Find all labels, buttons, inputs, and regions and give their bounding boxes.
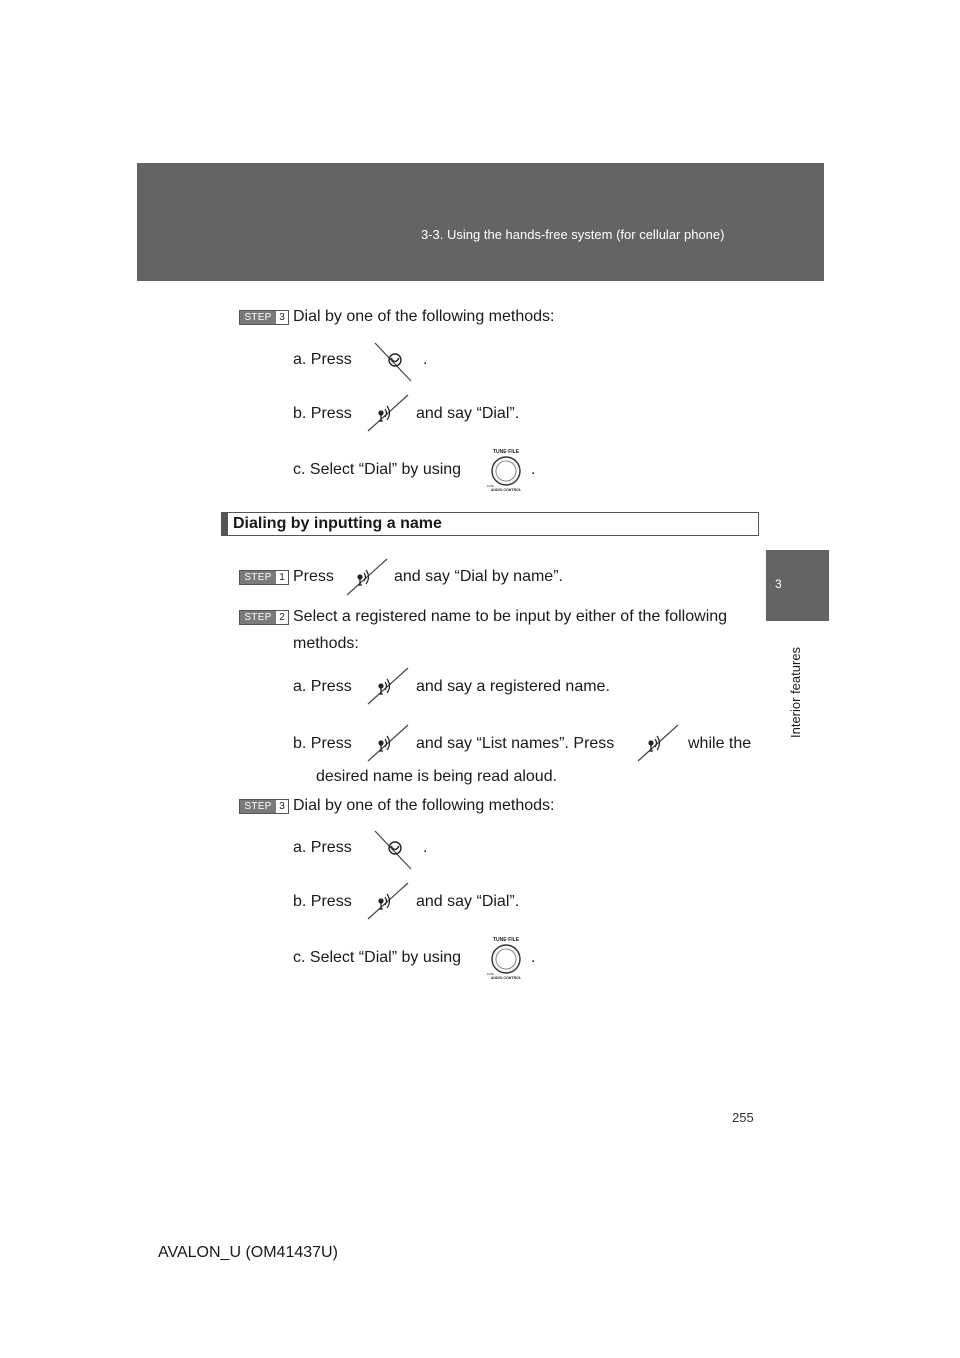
step2-option-b-middle: and say “List names”. Press bbox=[416, 735, 615, 752]
tune-file-knob-icon bbox=[485, 447, 527, 493]
option-a-suffix: . bbox=[423, 351, 428, 368]
chapter-title: 3-3. Using the hands-free system (for cellular phone) bbox=[421, 227, 725, 242]
step2-option-b-line2: desired name is being read aloud. bbox=[316, 768, 558, 785]
step2-option-a-suffix: and say a registered name. bbox=[416, 678, 610, 695]
step-number: 2 bbox=[276, 611, 288, 624]
chapter-header bbox=[137, 163, 824, 281]
section-heading bbox=[221, 512, 759, 536]
knob-bottom-label: AUDIO CONTROL bbox=[490, 976, 522, 980]
step-text: Dial by one of the following methods: bbox=[293, 308, 555, 325]
option-c-suffix: . bbox=[531, 949, 536, 966]
step-badge bbox=[239, 570, 289, 585]
section-heading-bar bbox=[222, 513, 228, 535]
option-a-prefix: a. Press bbox=[293, 351, 352, 368]
talk-switch-icon bbox=[366, 393, 410, 433]
talk-switch-icon bbox=[636, 723, 680, 763]
step-number: 3 bbox=[276, 311, 288, 324]
step1-suffix: and say “Dial by name”. bbox=[394, 568, 563, 585]
step-number: 1 bbox=[276, 571, 288, 584]
step-badge bbox=[239, 799, 289, 814]
step-word: STEP bbox=[240, 800, 276, 813]
step-word: STEP bbox=[240, 611, 276, 624]
knob-bottom-label: AUDIO CONTROL bbox=[490, 488, 522, 492]
step-number: 3 bbox=[276, 800, 288, 813]
step2-line1: Select a registered name to be input by either of the following bbox=[293, 608, 728, 625]
page-number: 255 bbox=[732, 1110, 754, 1125]
option-a-suffix: . bbox=[423, 839, 428, 856]
talk-switch-icon bbox=[366, 881, 410, 921]
knob-push-label: PUSH bbox=[487, 973, 495, 976]
option-c-prefix: c. Select “Dial” by using bbox=[293, 461, 462, 478]
step2-option-a-prefix: a. Press bbox=[293, 678, 352, 695]
option-b-suffix: and say “Dial”. bbox=[416, 893, 520, 910]
step1-prefix: Press bbox=[293, 568, 334, 585]
side-tab-label-wrap bbox=[788, 612, 806, 742]
option-b-suffix: and say “Dial”. bbox=[416, 405, 520, 422]
step2-line2: methods: bbox=[293, 635, 359, 652]
talk-switch-icon bbox=[366, 723, 410, 763]
tune-file-knob-icon bbox=[485, 935, 527, 981]
step-word: STEP bbox=[240, 311, 276, 324]
phone-offhook-icon bbox=[371, 830, 415, 870]
step-word: STEP bbox=[240, 571, 276, 584]
option-c-suffix: . bbox=[531, 461, 536, 478]
option-b-prefix: b. Press bbox=[293, 893, 352, 910]
option-c-prefix: c. Select “Dial” by using bbox=[293, 949, 462, 966]
step-text: Dial by one of the following methods: bbox=[293, 797, 555, 814]
option-b-prefix: b. Press bbox=[293, 405, 352, 422]
section-heading-text: Dialing by inputting a name bbox=[233, 515, 442, 532]
option-a-prefix: a. Press bbox=[293, 839, 352, 856]
side-tab-label: Interior features bbox=[788, 646, 803, 738]
step-badge bbox=[239, 310, 289, 325]
side-tab-number: 3 bbox=[775, 577, 782, 591]
step2-option-b-suffix: while the bbox=[688, 735, 752, 752]
step-badge bbox=[239, 610, 289, 625]
knob-push-label: PUSH bbox=[487, 485, 495, 488]
document-footer: AVALON_U (OM41437U) bbox=[158, 1244, 338, 1261]
talk-switch-icon bbox=[345, 557, 389, 597]
step2-option-b-prefix: b. Press bbox=[293, 735, 352, 752]
phone-offhook-icon bbox=[371, 342, 415, 382]
knob-top-label: TUNE·FILE bbox=[492, 937, 520, 943]
talk-switch-icon bbox=[366, 666, 410, 706]
knob-top-label: TUNE·FILE bbox=[492, 449, 520, 455]
